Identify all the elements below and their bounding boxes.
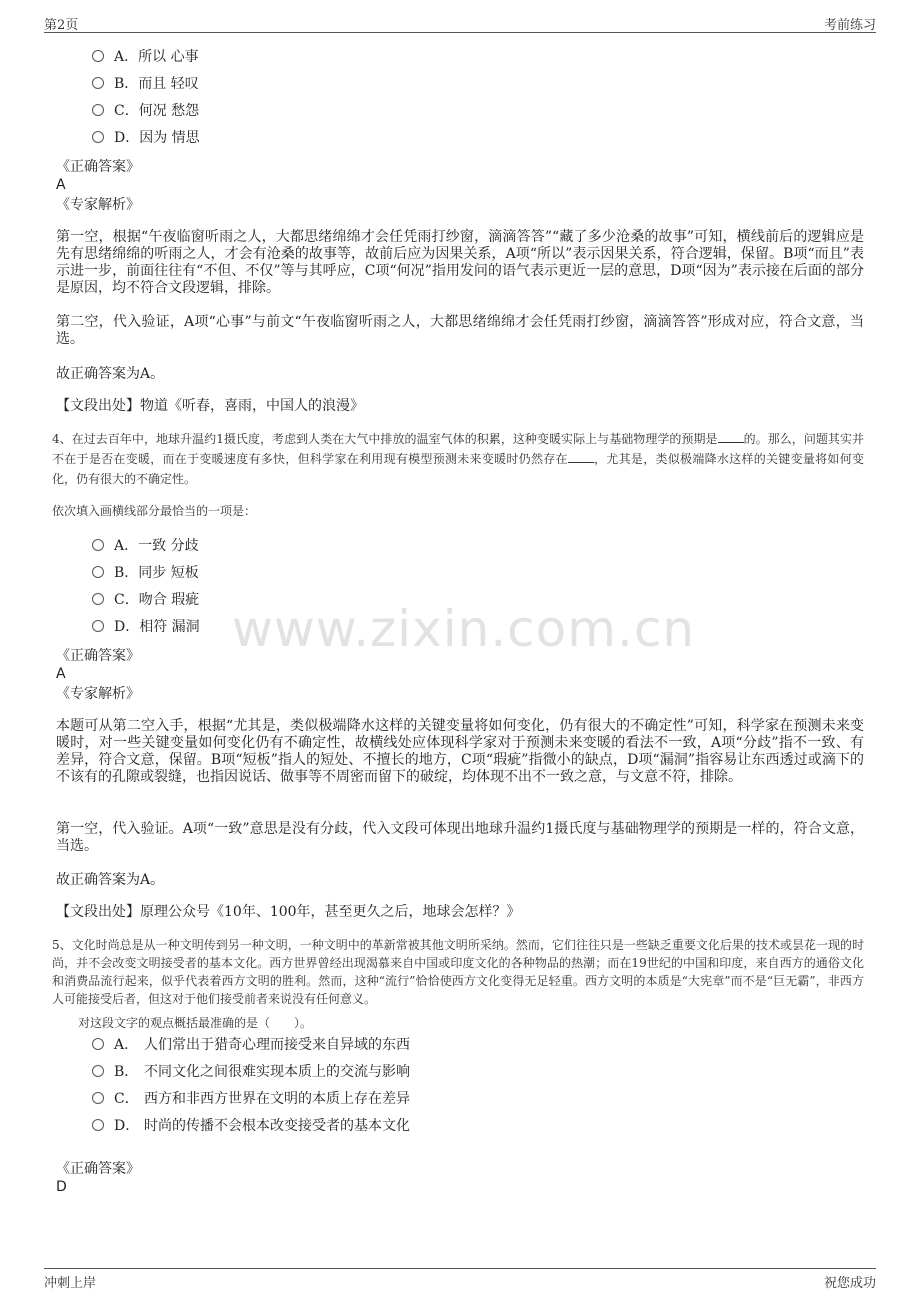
- q3-analysis-label: 《专家解析》: [56, 197, 140, 213]
- q3-option-d[interactable]: D．因为 情思: [92, 128, 200, 148]
- q5-answer-label: 《正确答案》: [56, 1161, 140, 1177]
- q3-analysis-p2: 第二空，代入验证，A项“心事”与前文“午夜临窗听雨之人，大都思绪绵绵才会任凭雨打纱窗，滴滴答答”形成对应，符合文意，当选。: [56, 314, 864, 347]
- page-header: [44, 14, 876, 32]
- radio-icon[interactable]: [92, 1119, 104, 1131]
- q4-option-d[interactable]: D．相符 漏洞: [92, 617, 200, 637]
- footer-divider: [44, 1268, 876, 1269]
- q3-answer: A: [56, 177, 66, 193]
- q3-option-a[interactable]: A．所以 心事: [92, 47, 199, 67]
- radio-icon[interactable]: [92, 539, 104, 551]
- radio-icon[interactable]: [92, 131, 104, 143]
- source-text: 原理公众号《10年、100年，甚至更久之后，地球会怎样？》: [140, 904, 521, 920]
- radio-icon[interactable]: [92, 77, 104, 89]
- radio-icon[interactable]: [92, 104, 104, 116]
- q3-source: [56, 397, 364, 415]
- radio-icon[interactable]: [92, 593, 104, 605]
- source-label: 【文段出处】: [56, 398, 140, 414]
- page-number: 第2页: [44, 18, 79, 33]
- q3-analysis-p3: 故正确答案为A。: [56, 366, 165, 382]
- q5-stem: 5、文化时尚总是从一种文明传到另一种文明，一种文明中的革新常被其他文明所采纳。然而，它们往往只是一些缺乏重要文化后果的技术或昙花一现的时尚，并不会改变文明接受者的基本文化。西方世界曾经出现渴慕来自中国或印度文化的各种物品的热潮；而在19世纪的中国和印度，来自西方的通俗文化和消费品流行起来，似乎代表着西方文明的胜利。然而，这种“流行”恰恰使西方文化变得无足轻重。西方文明的本质是“大宪章”而不是“巨无霸”，非西方人可能接受后者，但这对于他们接受前者来说没有任何意义。: [52, 938, 864, 1006]
- q4-answer: A: [56, 666, 66, 682]
- q4-analysis-p2: 第一空，代入验证。A项“一致”意思是没有分歧，代入文段可体现出地球升温约1摄氏度与基础物理学的预期是一样的，符合文意，当选。: [56, 821, 864, 854]
- q3-analysis-p1: 第一空，根据“午夜临窗听雨之人，大都思绪绵绵才会任凭雨打纱窗，滴滴答答”“藏了多少沧桑的故事”可知，横线前后的逻辑应是先有思绪绵绵的听雨之人，才会有沧桑的故事等，故前后应为因果关系，A项“所以”表示因果关系，符合逻辑，保留。B项“而且”表示进一步，前面往往有“不但、不仅”等与其呼应，C项“何况”指用发问的语气表示更近一层的意思，D项“因为”表示接在后面的部分是原因，均不符合文段逻辑，排除。: [56, 229, 864, 296]
- blank-2: [568, 451, 594, 463]
- q3-option-c[interactable]: C．何况 愁怨: [92, 101, 199, 121]
- q4-source: [56, 903, 521, 921]
- q4-answer-label: 《正确答案》: [56, 648, 140, 664]
- blank-1: [718, 431, 744, 443]
- header-divider: [44, 32, 876, 33]
- radio-icon[interactable]: [92, 620, 104, 632]
- q3-answer-label: 《正确答案》: [56, 159, 140, 175]
- radio-icon[interactable]: [92, 50, 104, 62]
- q5-answer: D: [56, 1179, 67, 1195]
- q5-prompt: 对这段文字的观点概括最准确的是（ ）。: [78, 1016, 313, 1030]
- q4-stem: 4、在过去百年中，地球升温约1摄氏度，考虑到人类在大气中排放的温室气体的积累，这种变暖实际上与基础物理学的预期是 的。那么，问题其实并不在于是否在变暖，而在于变暖速度有多快，但科学家在利用现有模型预测未来变暖时仍然存在 ，尤其是，类似极端降水这样的关键变量将如何变化，仍有很大的不确定性。: [52, 432, 864, 486]
- q4-analysis-p1: 本题可从第二空入手，根据“尤其是，类似极端降水这样的关键变量将如何变化，仍有很大的不确定性”可知，科学家在预测未来变暖时，对一些关键变量如何变化仍有不确定性，故横线处应体现科学家对于预测未来变暖的看法不一致，A项“分歧”指不一致、有差异，符合文意，保留。B项“短板”指人的短处、不擅长的地方，C项“瑕疵”指微小的缺点，D项“漏洞”指容易让东西透过或滴下的不该有的孔隙或裂缝，也指因说话、做事等不周密而留下的破绽，均体现不出不一致之意，与文意不符，排除。: [56, 718, 864, 785]
- page-footer: [44, 1272, 876, 1290]
- q3-option-b[interactable]: B．而且 轻叹: [92, 74, 199, 94]
- radio-icon[interactable]: [92, 566, 104, 578]
- q5-option-d[interactable]: D． 时尚的传播不会根本改变接受者的基本文化: [92, 1116, 410, 1136]
- radio-icon[interactable]: [92, 1038, 104, 1050]
- q4-analysis-p3: 故正确答案为A。: [56, 872, 165, 888]
- footer-right-text: 祝您成功: [823, 1276, 876, 1291]
- q4-option-b[interactable]: B．同步 短板: [92, 563, 199, 583]
- source-label: 【文段出处】: [56, 904, 140, 920]
- radio-icon[interactable]: [92, 1092, 104, 1104]
- q4-analysis-label: 《专家解析》: [56, 686, 140, 702]
- q4-prompt: 依次填入画横线部分最恰当的一项是：: [52, 504, 257, 518]
- footer-left-text: 冲刺上岸: [44, 1276, 97, 1291]
- q4-option-a[interactable]: A．一致 分歧: [92, 536, 199, 556]
- q5-option-b[interactable]: B． 不同文化之间很难实现本质上的交流与影响: [92, 1062, 410, 1082]
- radio-icon[interactable]: [92, 1065, 104, 1077]
- header-title: 考前练习: [823, 18, 876, 33]
- source-text: 物道《听春，喜雨，中国人的浪漫》: [140, 398, 364, 414]
- q4-option-c[interactable]: C．吻合 瑕疵: [92, 590, 199, 610]
- watermark: www.zixin.com.cn: [232, 600, 696, 658]
- q5-option-a[interactable]: A． 人们常出于猎奇心理而接受来自异域的东西: [92, 1035, 410, 1055]
- q5-option-c[interactable]: C． 西方和非西方世界在文明的本质上存在差异: [92, 1089, 410, 1109]
